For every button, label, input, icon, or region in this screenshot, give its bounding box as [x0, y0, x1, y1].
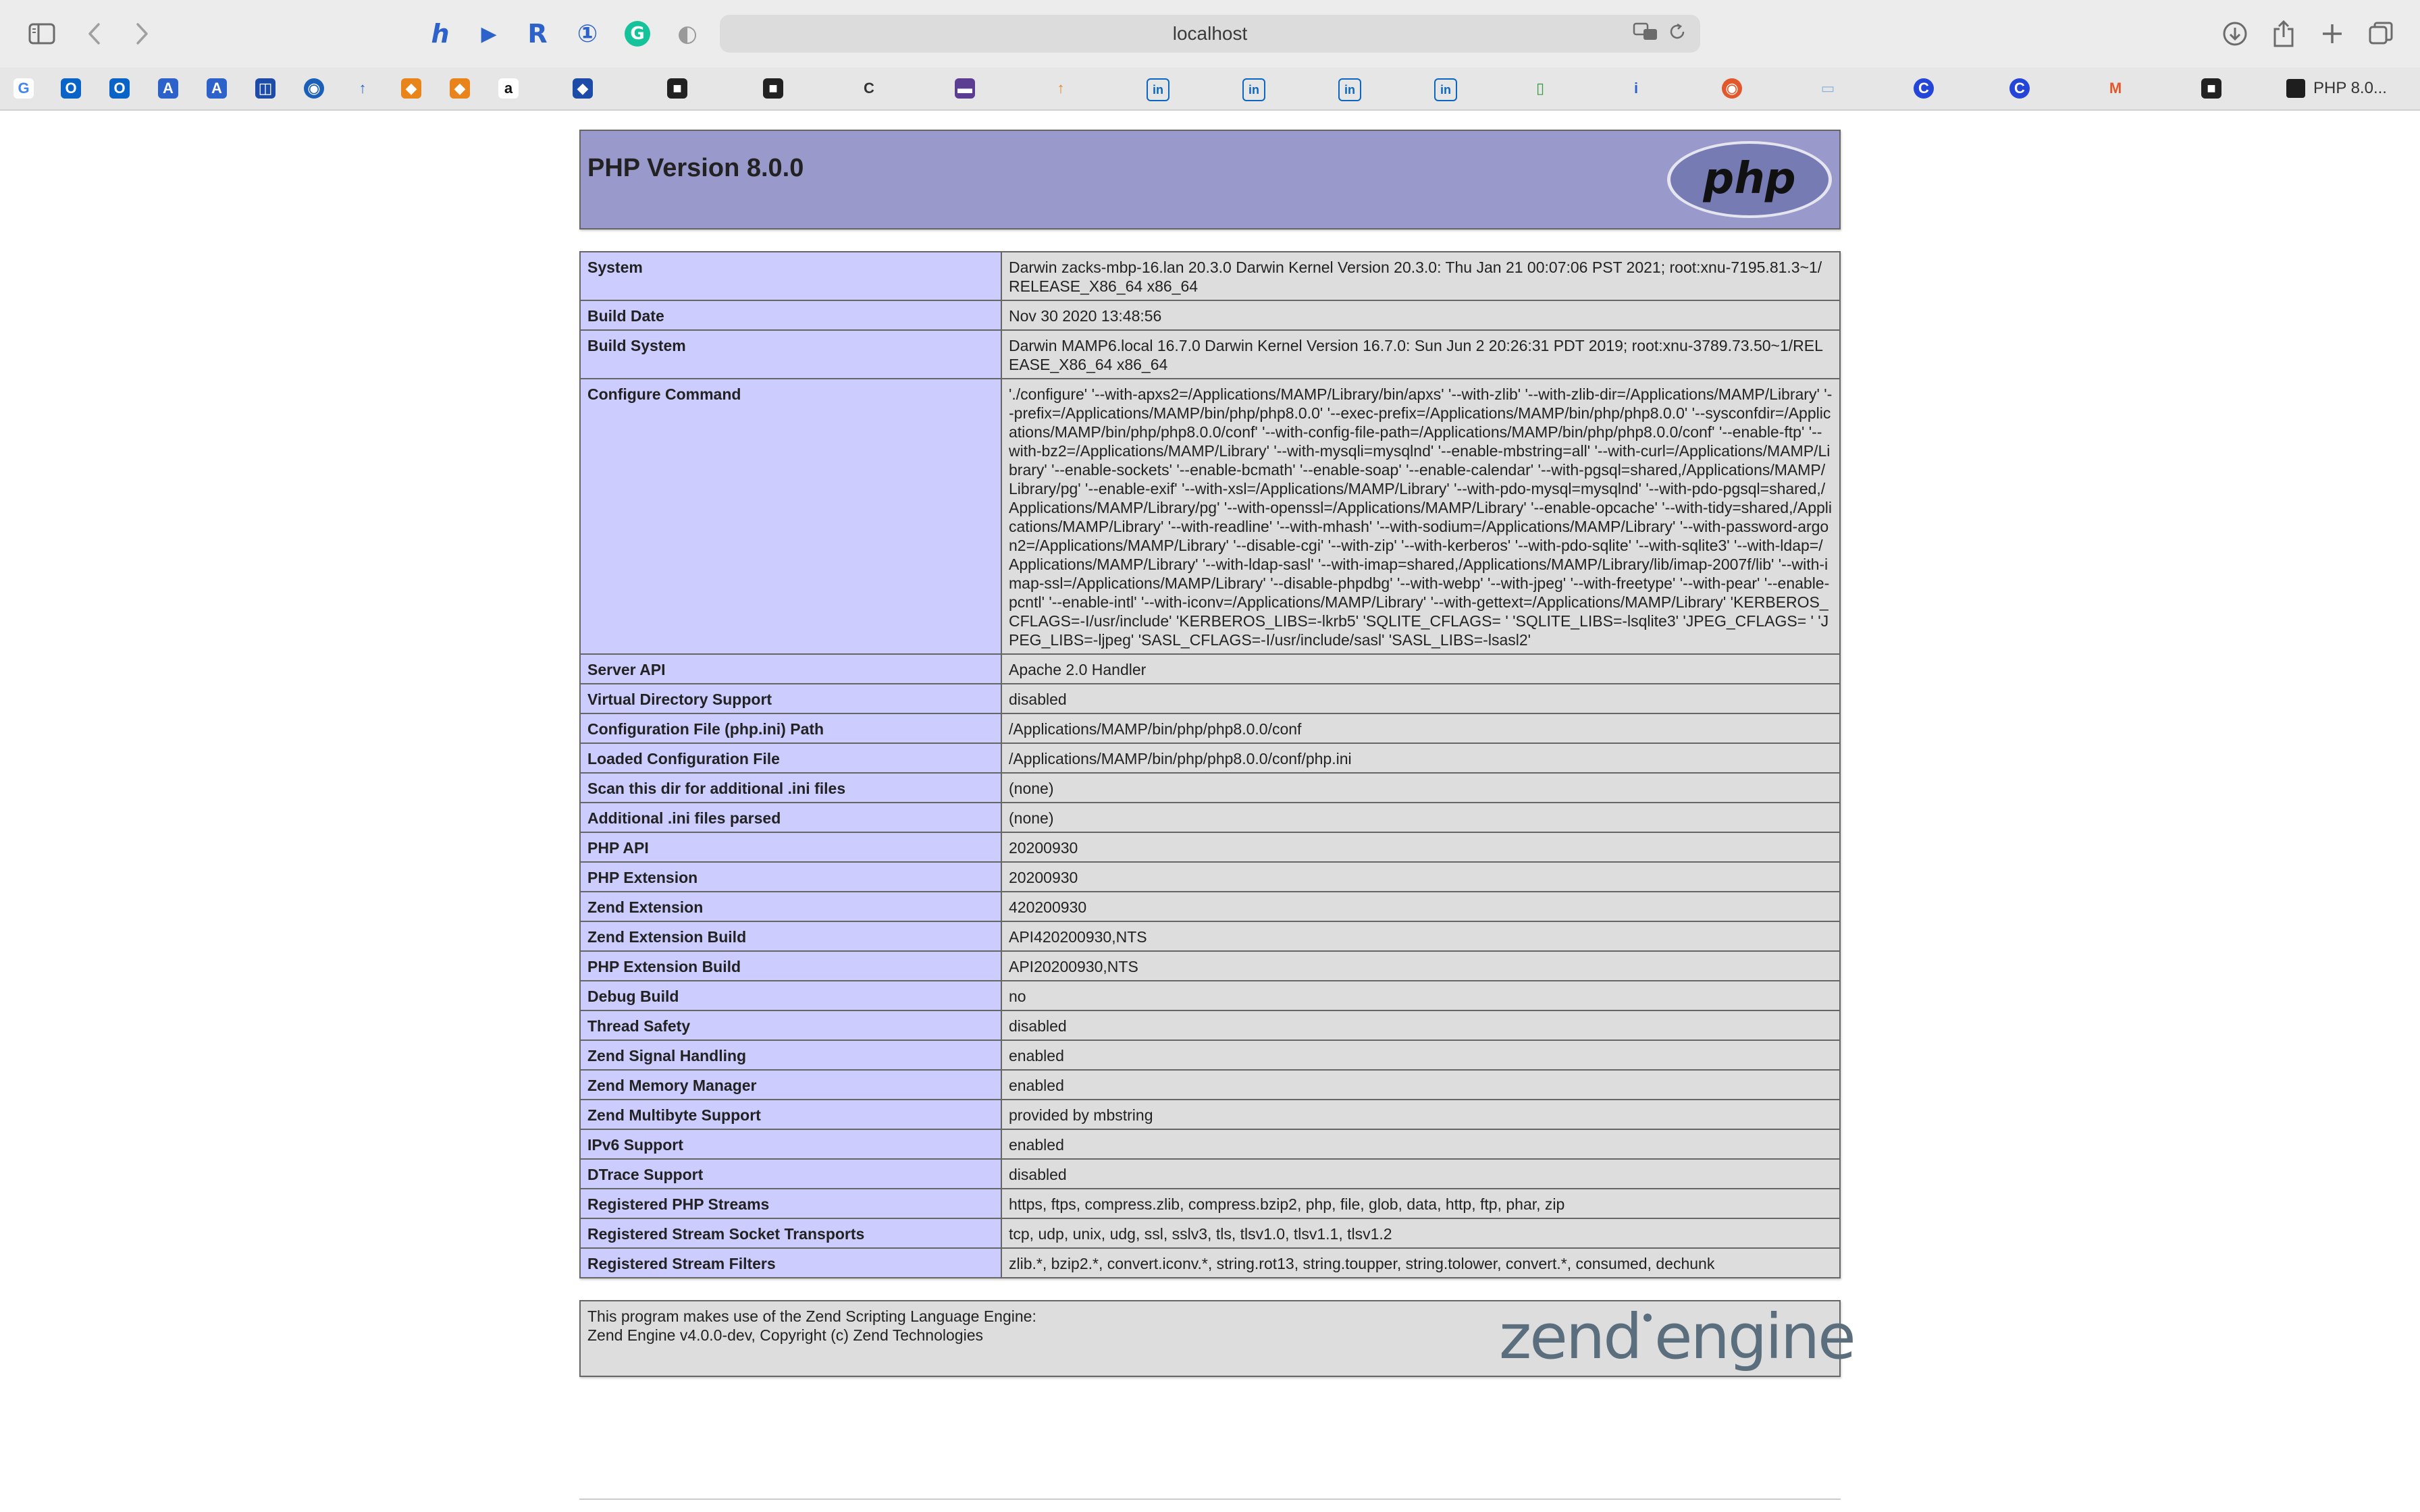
table-row [580, 379, 1840, 654]
favorites-bar [0, 68, 2420, 111]
table-row [580, 1218, 1840, 1248]
info-key: Zend Extension Build [580, 921, 1001, 951]
info-key: Build System [580, 330, 1001, 379]
engine-logo-word: engine [1654, 1301, 1854, 1373]
info-key: PHP Extension [580, 862, 1001, 892]
table-row [580, 981, 1840, 1010]
favorite-square-icon[interactable]: ■ [2201, 78, 2221, 99]
table-row [580, 1159, 1840, 1189]
info-value: './configure' '--with-apxs2=/Applications/MAMP/Library/bin/apxs' '--with-zlib' '--with-zlib-dir=/Applications/MAMP/Library' '--prefix=/Applications/MAMP/bin/php/php8.0.0' '--exec-prefix=/Applications/MAMP/bin/php/php8.0.0' '--sysconfdir=/Applications/MAMP/bin/php/php8.0.0/conf' '--with-config-file-path=/Applications/MAMP/bin/php/php8.0.0/conf' '--enable-ftp' '--with-bz2=/Applications/MAMP/Library' '--with-mysqli=mysqlnd' '--enable-mbstring=all' '--with-curl=/Applications/MAMP/Library' '--enable-sockets' '--enable-bcmath' '--enable-soap' '--enable-calendar' '--with-pgsql=shared,/Applications/MAMP/Library/pg' '--enable-exif' '--with-xsl=/Applications/MAMP/Library' '--with-pdo-mysql=mysqlnd' '--with-pdo-pgsql=shared,/Applications/MAMP/Library/pg' '--with-openssl=/Applications/MAMP/Library' '--enable-opcache' '--with-tidy=shared,/Applications/MAMP/Library' '--with-readline' '--with-mhash' '--with-sodium=/Applications/MAMP/Library' '--with-password-argon2=/Applications/MAMP/Library' '--disable-cgi' '--with-zip' '--with-kerberos' '--with-pdo-sqlite' '--with-sqlite3' '--with-ldap=/Applications/MAMP/Library' '--with-ldap-sasl' '--with-imap=shared,/Applications/MAMP/Library/lib/imap-2007f/lib' '--with-imap-ssl=/Applications/MAMP/Library' '--disable-phpdbg' '--with-webp' '--with-jpeg' '--with-freetype' '--with-pear' '--enable-pcntl' '--enable-intl' '--with-iconv=/Applications/MAMP/Library' '--with-gettext=/Applications/MAMP/Library' 'KERBEROS_CFLAGS=-I/usr/include' 'KERBEROS_LIBS=-lkrb5' 'SQLITE_CFLAGS= ' 'SQLITE_LIBS=-lsqlite3' 'JPEG_CFLAGS= ' 'JPEG_LIBS=-ljpeg' 'SASL_CFLAGS=-I/usr/include/sasl' 'SASL_LIBS=-lsasl2' [1001, 379, 1840, 654]
active-tab[interactable] [2286, 76, 2387, 101]
table-row [580, 1010, 1840, 1040]
info-key: Virtual Directory Support [580, 684, 1001, 713]
favorite-box-icon[interactable]: ◆ [401, 78, 421, 99]
favorite-square-icon[interactable]: ■ [667, 78, 687, 99]
zend-notice [587, 1307, 1036, 1345]
onepassword-extension-icon[interactable]: ① [577, 20, 598, 48]
zend-notice-line1: This program makes use of the Zend Scripting Language Engine: [587, 1307, 1036, 1325]
table-row [580, 803, 1840, 832]
table-row [580, 951, 1840, 981]
info-value: enabled [1001, 1129, 1840, 1159]
info-key: Registered Stream Socket Transports [580, 1218, 1001, 1248]
info-value: 20200930 [1001, 862, 1840, 892]
favorite-linkedin-icon[interactable]: in [1242, 78, 1265, 101]
favorite-purple-icon[interactable]: ▬ [955, 78, 975, 99]
info-key: Server API [580, 654, 1001, 684]
favorite-info-icon[interactable]: i [1633, 80, 1639, 97]
table-row [580, 862, 1840, 892]
info-value: disabled [1001, 1010, 1840, 1040]
info-key: Zend Multibyte Support [580, 1100, 1001, 1129]
php-version-header [579, 130, 1841, 230]
info-key: Registered Stream Filters [580, 1248, 1001, 1278]
info-value: (none) [1001, 803, 1840, 832]
info-value: https, ftps, compress.zlib, compress.bzip2, php, file, glob, data, http, ftp, phar, zip [1001, 1189, 1840, 1218]
tab-overview-icon[interactable] [2365, 18, 2397, 50]
info-key: Scan this dir for additional .ini files [580, 773, 1001, 803]
info-key: Additional .ini files parsed [580, 803, 1001, 832]
table-row [580, 300, 1840, 330]
phpinfo-page [579, 130, 1854, 1377]
zend-engine-logo[interactable] [1496, 1301, 1854, 1378]
translate-icon[interactable] [1633, 22, 1658, 45]
favorite-google-icon[interactable]: G [14, 78, 34, 99]
info-value: Apache 2.0 Handler [1001, 654, 1840, 684]
divider [579, 1498, 1841, 1500]
favorite-arrow-icon[interactable]: ↑ [359, 80, 367, 97]
info-value: API420200930,NTS [1001, 921, 1840, 951]
info-value: zlib.*, bzip2.*, convert.iconv.*, string.rot13, string.toupper, string.tolower, convert.*, consumed, dechunk [1001, 1248, 1840, 1278]
info-value: 420200930 [1001, 892, 1840, 921]
info-value: provided by mbstring [1001, 1100, 1840, 1129]
zend-engine-box [579, 1300, 1854, 1377]
favorite-c-icon[interactable]: C [864, 80, 874, 97]
table-row [580, 1070, 1840, 1100]
favorite-translate-icon[interactable]: A [207, 78, 227, 99]
info-value: disabled [1001, 684, 1840, 713]
php-logo-text: php [1703, 154, 1796, 204]
info-key: System [580, 252, 1001, 300]
info-key: DTrace Support [580, 1159, 1001, 1189]
info-key: Zend Signal Handling [580, 1040, 1001, 1070]
share-icon[interactable] [2267, 18, 2300, 50]
favorite-c-blue-icon[interactable]: C [1914, 78, 1934, 99]
table-row [580, 713, 1840, 743]
favorite-outlook-icon[interactable]: O [61, 78, 81, 99]
grammarly-badge: G [625, 21, 650, 47]
tab-favicon-icon [2286, 79, 2305, 98]
info-key: IPv6 Support [580, 1129, 1001, 1159]
table-row [580, 1189, 1840, 1218]
page-title: PHP Version 8.0.0 [587, 154, 804, 182]
info-value: (none) [1001, 773, 1840, 803]
zend-logo-word: zend [1499, 1301, 1641, 1373]
table-row [580, 892, 1840, 921]
info-value: disabled [1001, 1159, 1840, 1189]
favorite-box-icon[interactable]: ◆ [450, 78, 470, 99]
table-row [580, 921, 1840, 951]
reload-icon[interactable] [1668, 22, 1687, 45]
info-value: Nov 30 2020 13:48:56 [1001, 300, 1840, 330]
info-key: Zend Memory Manager [580, 1070, 1001, 1100]
download-icon[interactable] [2219, 18, 2251, 50]
favorite-grid-icon[interactable]: ◫ [255, 78, 275, 99]
favorite-translate-icon[interactable]: A [158, 78, 178, 99]
favorite-circle-icon[interactable]: ◉ [304, 78, 324, 99]
plus-icon[interactable] [2316, 18, 2348, 50]
favorite-m-icon[interactable]: M [2109, 80, 2122, 97]
php-info-table [579, 251, 1841, 1278]
favorite-amazon-icon[interactable]: a [498, 78, 519, 99]
favorite-light-icon[interactable]: ▭ [1820, 80, 1835, 97]
favorite-bookmark-icon[interactable]: ◆ [573, 78, 593, 99]
favorite-orange-circle-icon[interactable]: ◉ [1722, 78, 1742, 99]
info-value: enabled [1001, 1040, 1840, 1070]
back-arrow-icon[interactable] [78, 18, 111, 50]
active-tab-title: PHP 8.0... [2313, 79, 2387, 97]
favorite-linkedin-icon[interactable]: in [1338, 78, 1361, 101]
table-row [580, 1100, 1840, 1129]
favorite-phone-icon[interactable]: ▯ [1535, 80, 1545, 97]
info-value: 20200930 [1001, 832, 1840, 862]
favorite-square-icon[interactable]: ■ [763, 78, 783, 99]
forward-arrow-icon[interactable] [126, 18, 158, 50]
table-row [580, 773, 1840, 803]
info-value: no [1001, 981, 1840, 1010]
grammarly-extension-icon[interactable] [623, 19, 652, 49]
info-key: Debug Build [580, 981, 1001, 1010]
table-row [580, 330, 1840, 379]
video-speed-extension-icon[interactable]: ▶ [481, 22, 497, 46]
favorite-orange-arrow-icon[interactable]: ↑ [1057, 80, 1065, 97]
info-value: API20200930,NTS [1001, 951, 1840, 981]
table-row [580, 1040, 1840, 1070]
info-key: PHP API [580, 832, 1001, 862]
zend-logo-dot [1643, 1314, 1652, 1322]
info-key: Configure Command [580, 379, 1001, 654]
info-value: /Applications/MAMP/bin/php/php8.0.0/conf [1001, 713, 1840, 743]
hypothesis-extension-icon[interactable]: h [431, 19, 450, 49]
info-key: PHP Extension Build [580, 951, 1001, 981]
url-text: localhost [1172, 23, 1248, 44]
info-value: tcp, udp, unix, udg, ssl, sslv3, tls, tlsv1.0, tlsv1.1, tlsv1.2 [1001, 1218, 1840, 1248]
info-key: Zend Extension [580, 892, 1001, 921]
table-row [580, 252, 1840, 300]
favorite-linkedin-icon[interactable]: in [1147, 78, 1169, 101]
table-row [580, 654, 1840, 684]
zend-notice-line2: Zend Engine v4.0.0-dev, Copyright (c) Zend Technologies [587, 1326, 983, 1344]
favorite-outlook-icon[interactable]: O [109, 78, 130, 99]
table-row [580, 832, 1840, 862]
sidebar-icon[interactable] [26, 18, 58, 50]
privacy-shield-icon[interactable]: ◐ [677, 20, 698, 47]
favorite-c-blue-icon[interactable]: C [2009, 78, 2030, 99]
info-value: /Applications/MAMP/bin/php/php8.0.0/conf/php.ini [1001, 743, 1840, 773]
info-key: Configuration File (php.ini) Path [580, 713, 1001, 743]
table-row [580, 743, 1840, 773]
info-key: Build Date [580, 300, 1001, 330]
table-row [580, 1129, 1840, 1159]
info-value: Darwin zacks-mbp-16.lan 20.3.0 Darwin Kernel Version 20.3.0: Thu Jan 21 00:07:06 PST 2021; root:xnu-7195.81.3~1/RELEASE_X86_64 x86_64 [1001, 252, 1840, 300]
address-bar[interactable] [720, 15, 1700, 53]
table-row [580, 684, 1840, 713]
info-key: Registered PHP Streams [580, 1189, 1001, 1218]
browser-toolbar [0, 0, 2420, 68]
php-logo[interactable] [1665, 139, 1834, 223]
table-row [580, 1248, 1840, 1278]
favorite-linkedin-icon[interactable]: in [1434, 78, 1457, 101]
info-value: enabled [1001, 1070, 1840, 1100]
info-key: Thread Safety [580, 1010, 1001, 1040]
readwise-extension-icon[interactable]: R [527, 19, 548, 49]
info-key: Loaded Configuration File [580, 743, 1001, 773]
info-value: Darwin MAMP6.local 16.7.0 Darwin Kernel Version 16.7.0: Sun Jun 2 20:26:31 PDT 2019; root:xnu-3789.73.50~1/RELEASE_X86_64 x86_64 [1001, 330, 1840, 379]
